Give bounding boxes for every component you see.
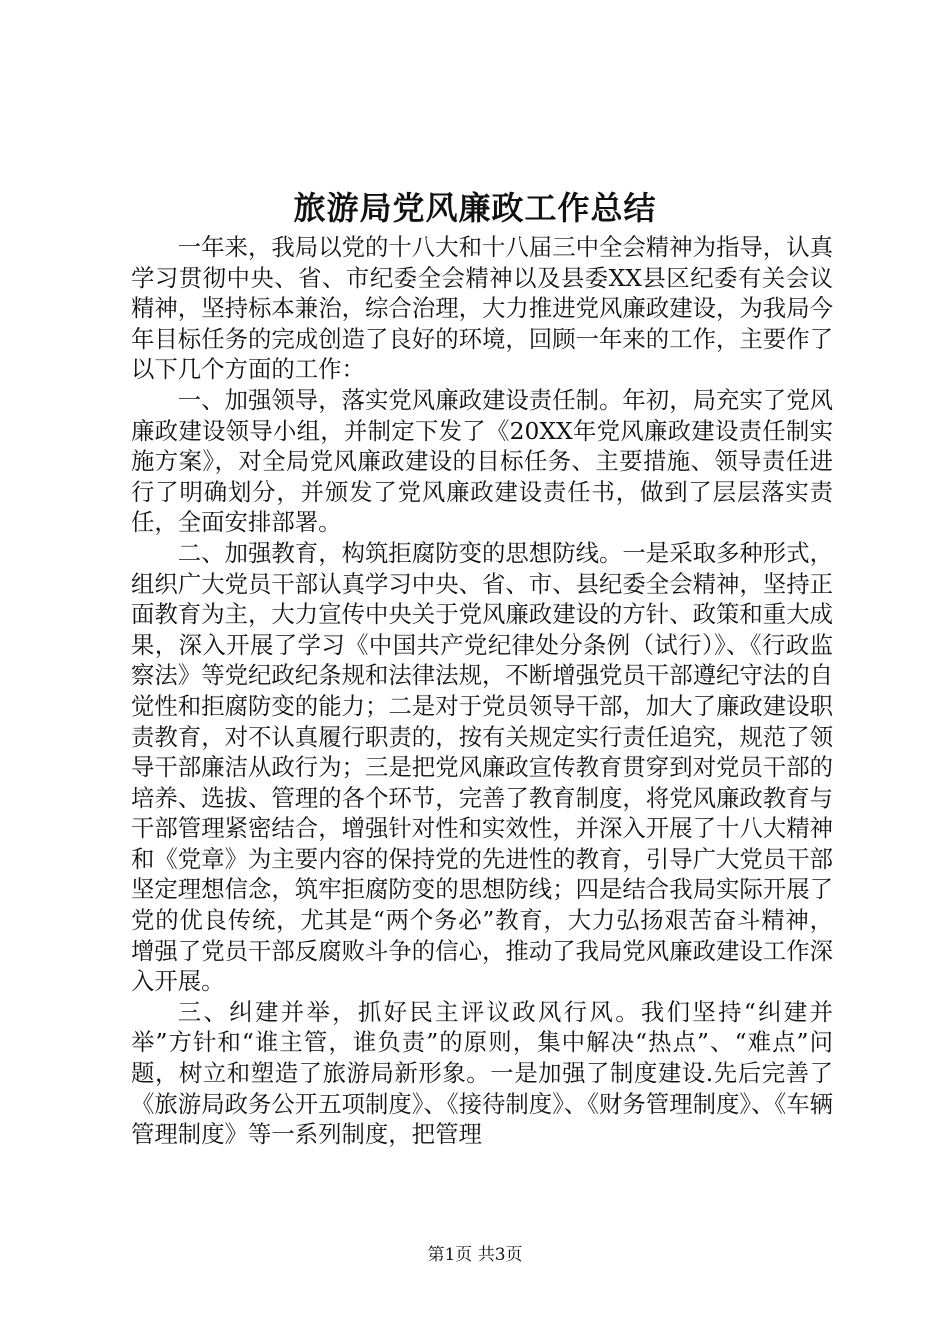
paragraph-section-3: 三、纠建并举，抓好民主评议政风行风。我们坚持“纠建并举”方针和“谁主管，谁负责”的原则，集中解决“热点”、“难点”问题，树立和塑造了旅游局新形象。一是加强了制度建设.先后完善了《旅游局政务公开五项制度》、《接待制度》、《财务管理制度》、《车辆管理制度》等一系列制度，把管理: [131, 997, 833, 1149]
page-number-footer: 第1页 共3页: [427, 1245, 523, 1265]
paragraph-section-1: 一、加强领导，落实党风廉政建设责任制。年初，局充实了党风廉政建设领导小组，并制定下发了《20XX年党风廉政建设责任制实施方案》，对全局党风廉政建设的目标任务、主要措施、领导责任进行了明确划分，并颁发了党风廉政建设责任书，做到了层层落实责任，全面安排部署。: [131, 385, 833, 537]
paragraph-intro: 一年来，我局以党的十八大和十八届三中全会精神为指导，认真学习贯彻中央、省、市纪委全会精神以及县委XX县区纪委有关会议精神，坚持标本兼治，综合治理，大力推进党风廉政建设，为我局今年目标任务的完成创造了良好的环境，回顾一年来的工作，主要作了以下几个方面的工作：: [131, 233, 833, 384]
document-body: [131, 232, 833, 1150]
document-title: 旅游局党风廉政工作总结: [293, 189, 657, 227]
paragraph-section-2: 二、加强教育，构筑拒腐防变的思想防线。一是采取多种形式，组织广大党员干部认真学习中央、省、市、县纪委全会精神，坚持正面教育为主，大力宣传中央关于党风廉政建设的方针、政策和重大成果，深入开展了学习《中国共产党纪律处分条例（试行）》、《行政监察法》等党纪政纪条规和法律法规，不断增强党员干部遵纪守法的自觉性和拒腐防变的能力；二是对于党员领导干部，加大了廉政建设职责教育，对不认真履行职责的，按有关规定实行责任追究，规范了领导干部廉洁从政行为；三是把党风廉政宣传教育贯穿到对党员干部的培养、选拔、管理的各个环节，完善了教育制度，将党风廉政教育与干部管理紧密结合，增强针对性和实效性，并深入开展了十八大精神和《党章》为主要内容的保持党的先进性的教育，引导广大党员干部坚定理想信念，筑牢拒腐防变的思想防线；四是结合我局实际开展了党的优良传统，尤其是“两个务必”教育，大力弘扬艰苦奋斗精神，增强了党员干部反腐败斗争的信心，推动了我局党风廉政建设工作深入开展。: [131, 538, 833, 996]
